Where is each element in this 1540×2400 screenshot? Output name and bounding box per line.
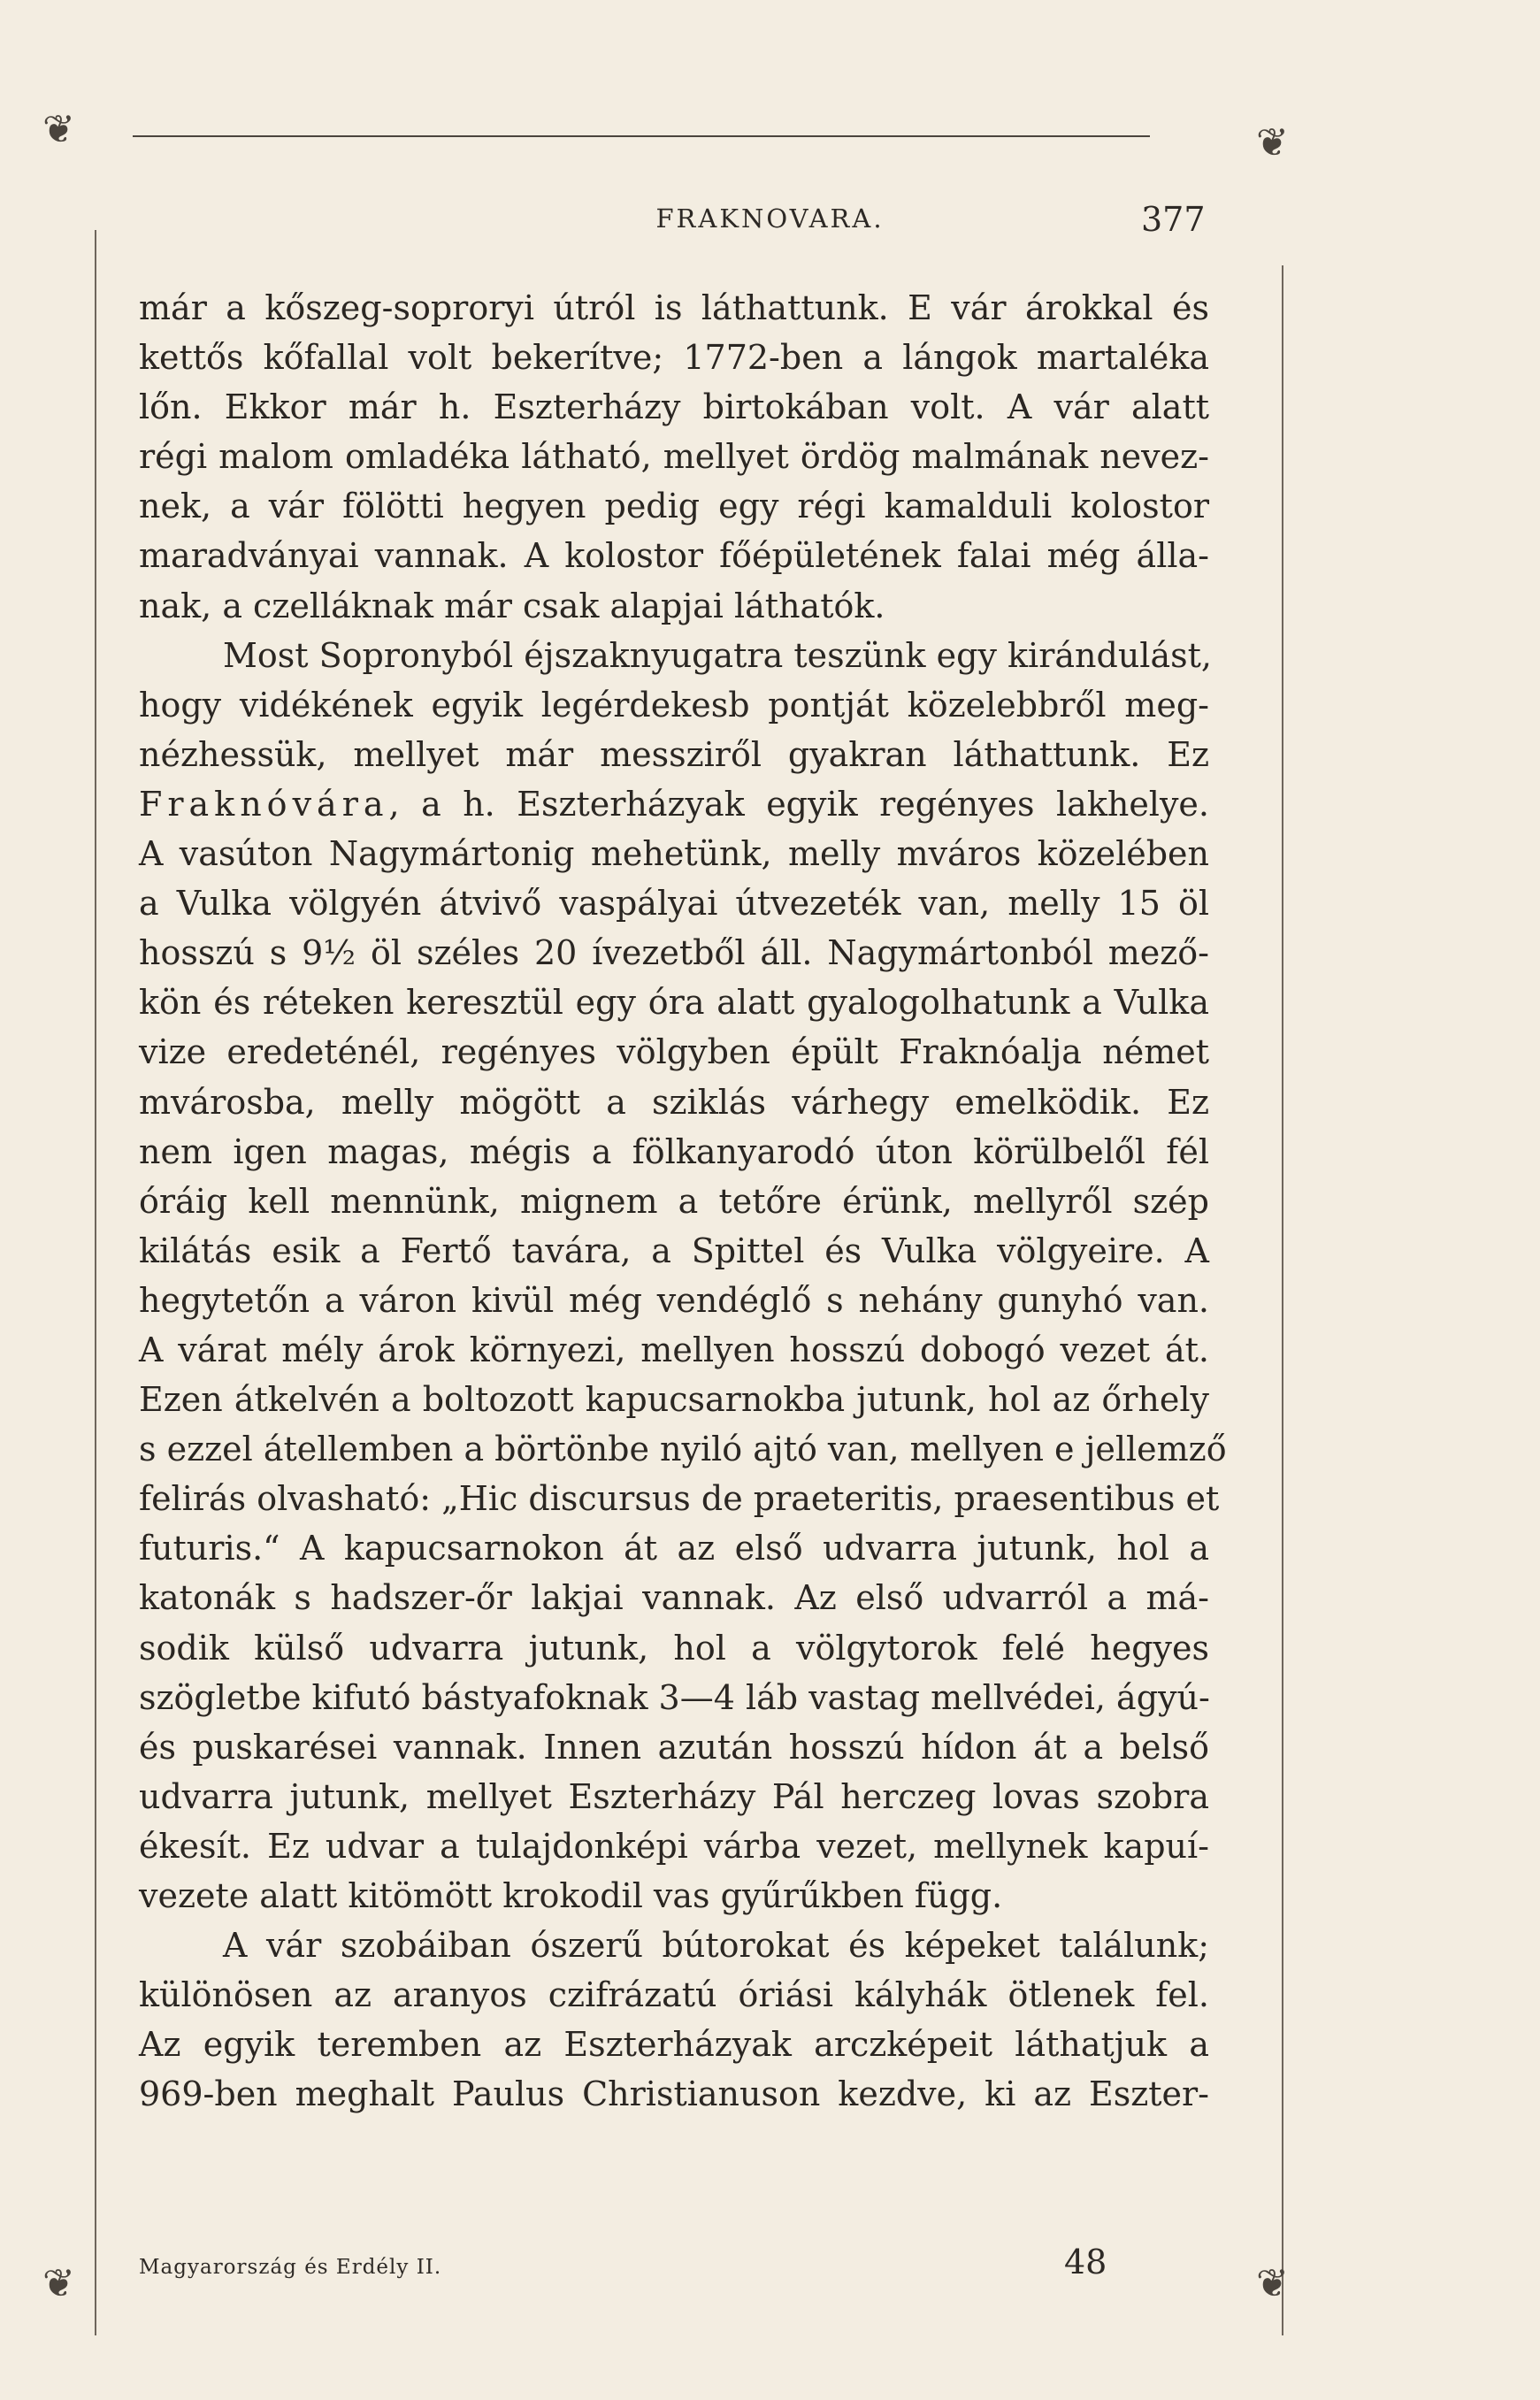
top-left-ornament-icon: ❦ — [42, 107, 75, 152]
text-line: A várat mély árok környezi, mellyen hosszú dobogó vezet át. — [139, 1330, 1209, 1369]
text-line: Az egyik teremben az Eszterházyak arczképeit láthatjuk a — [139, 2025, 1209, 2065]
text-line: hogy vidékének egyik legérdekesb pontját közelebbről meg- — [139, 685, 1209, 725]
text-line: óráig kell mennünk, mignem a tetőre érünk, mellyről szép — [139, 1181, 1209, 1221]
text-line: A vasúton Nagymártonig mehetünk, melly mváros közelében — [139, 834, 1209, 874]
text-line: vezete alatt kitömött krokodil vas gyűrűkben függ. — [139, 1876, 1003, 1915]
text-line: maradványai vannak. A kolostor főépületének falai még álla- — [139, 536, 1209, 576]
text-line: régi malom omladéka látható, mellyet ördög malmának nevez- — [139, 437, 1209, 477]
text-line: Ezen átkelvén a boltozott kapucsarnokba jutunk, hol az őrhely — [139, 1380, 1209, 1420]
text-line: felirás olvasható: „Hic discursus de praeteritis, praesentibus et — [139, 1479, 1220, 1519]
bottom-left-ornament-icon: ❦ — [42, 2261, 75, 2306]
text-line: mvárosba, melly mögött a sziklás várhegy emelködik. Ez — [139, 1082, 1209, 1122]
text-line: lőn. Ekkor már h. Eszterházy birtokában volt. A vár alatt — [139, 387, 1209, 427]
spaced-place-name: Fraknóvára — [139, 784, 389, 824]
text-line: hosszú s 9½ öl széles 20 ívezetből áll. Nagymártonból mező- — [139, 933, 1209, 973]
text-line: kilátás esik a Fertő tavára, a Spittel és Vulka völgyeire. A — [139, 1231, 1209, 1270]
page-number: 377 — [1141, 200, 1206, 239]
right-frame-line — [1282, 265, 1283, 2335]
text-line: sodik külső udvarra jutunk, hol a völgytorok felé hegyes — [139, 1628, 1209, 1668]
text-line: ékesít. Ez udvar a tulajdonképi várba vezet, mellynek kapuí- — [139, 1826, 1209, 1866]
left-frame-line — [95, 230, 96, 2335]
text-line: szögletbe kifutó bástyafoknak 3—4 láb vastag mellvédei, ágyú- — [139, 1677, 1210, 1717]
text-line: udvarra jutunk, mellyet Eszterházy Pál herczeg lovas szobra — [139, 1776, 1209, 1816]
text-line: nézhessük, mellyet már messziről gyakran láthattunk. Ez — [139, 734, 1209, 774]
body-text — [139, 283, 1227, 2119]
text-line: nem igen magas, mégis a fölkanyarodó úton körülbelől fél — [139, 1131, 1209, 1171]
text-line: kön és réteken keresztül egy óra alatt gyalogolhatunk a Vulka — [139, 983, 1209, 1023]
text-line: katonák s hadszer-őr lakjai vannak. Az első udvarról a má- — [139, 1578, 1209, 1618]
text-line: nek, a vár fölötti hegyen pedig egy régi kamalduli kolostor — [139, 487, 1209, 526]
text-line: 969-ben meghalt Paulus Christianuson kezdve, ki az Eszter- — [139, 2074, 1209, 2114]
top-right-ornament-icon: ❦ — [1256, 120, 1289, 165]
top-ornamental-rule — [133, 135, 1150, 137]
text-line: a Vulka völgyén átvivő vaspályai útvezeték van, melly 15 öl — [139, 884, 1209, 924]
footer-signature-title: Magyarország és Erdély II. — [139, 2256, 442, 2279]
text-line: nak, a czelláknak már csak alapjai láthatók. — [139, 586, 885, 625]
text-line: futuris.“ A kapucsarnokon át az első udvarra jutunk, hol a — [139, 1529, 1209, 1568]
text-line: hegytetőn a váron kivül még vendéglő s nehány gunyhó van. — [139, 1280, 1209, 1320]
text-line: kettős kőfallal volt bekerítve; 1772-ben a lángok martaléka — [139, 338, 1209, 378]
text-line-rest: , a h. Eszterházyak egyik regényes lakhelye. — [388, 784, 1209, 824]
running-head: FRAKNOVARA. — [655, 203, 885, 234]
text-line: és puskarései vannak. Innen azután hosszú hídon át a belső — [139, 1727, 1209, 1767]
text-line: Most Sopronyból éjszaknyugatra teszünk egy kirándulást, — [223, 635, 1212, 675]
sheet-number: 48 — [1064, 2243, 1107, 2281]
text-line: s ezzel átellemben a börtönbe nyiló ajtó van, mellyen e jellemző — [139, 1430, 1227, 1469]
text-line-spaced-name — [139, 779, 1209, 829]
text-line: már a kőszeg-soproryi útról is láthattunk. E vár árokkal és — [139, 288, 1209, 327]
text-line: vize eredeténél, regényes völgyben épült Fraknóalja német — [139, 1032, 1209, 1072]
text-line: különösen az aranyos czifrázatú óriási kályhák ötlenek fel. — [139, 1975, 1209, 2015]
text-line: A vár szobáiban ószerű bútorokat és képeket találunk; — [223, 1926, 1209, 1966]
bottom-right-ornament-icon: ❦ — [1256, 2261, 1289, 2306]
